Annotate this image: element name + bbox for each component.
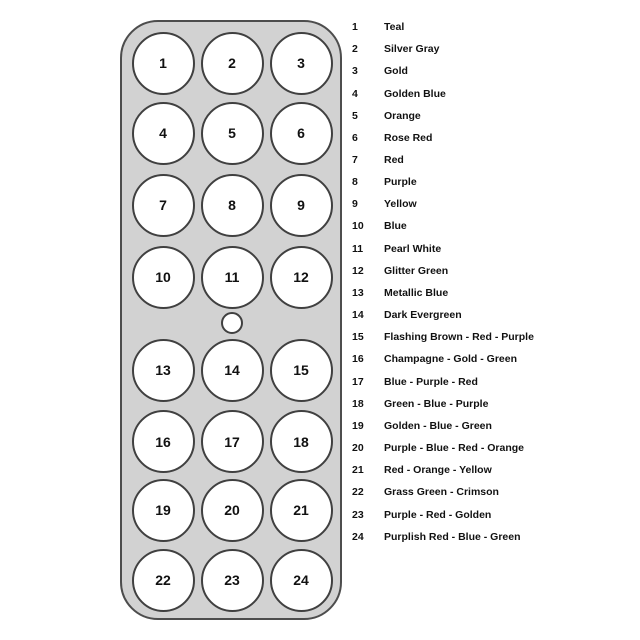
paint-well-11: 11 [201,246,264,309]
paint-well-12: 12 [270,246,333,309]
paint-well-13: 13 [132,339,195,402]
legend-label: Golden Blue [384,87,446,100]
legend-number: 24 [352,530,364,543]
paint-well-7: 7 [132,174,195,237]
legend-label: Rose Red [384,131,433,144]
paint-well-23: 23 [201,549,264,612]
legend-label: Silver Gray [384,43,440,56]
legend-label: Blue - Purple - Red [384,375,478,388]
legend-number: 22 [352,486,364,499]
legend-number: 14 [352,309,364,322]
legend-number: 20 [352,442,364,455]
legend-number: 16 [352,353,364,366]
legend-label: Champagne - Gold - Green [384,353,518,366]
legend-item-23 [352,503,632,525]
paint-well-22: 22 [132,549,195,612]
legend-label: Gold [384,65,408,78]
legend-item-19 [352,415,632,437]
legend-number: 1 [352,21,358,34]
legend [352,16,632,548]
legend-number: 7 [352,154,358,167]
legend-label: Glitter Green [384,264,449,277]
legend-label: Teal [384,21,405,34]
paint-well-15: 15 [270,339,333,402]
legend-label: Purple - Blue - Red - Orange [384,442,525,455]
legend-item-24 [352,526,632,548]
legend-label: Red - Orange - Yellow [384,464,492,477]
legend-number: 5 [352,109,358,122]
paint-well-21: 21 [270,479,333,542]
legend-item-11 [352,238,632,260]
legend-label: Red [384,154,404,167]
paint-well-1: 1 [132,32,195,95]
legend-number: 3 [352,65,358,78]
legend-label: Green - Blue - Purple [384,397,489,410]
legend-item-1 [352,16,632,38]
legend-number: 18 [352,397,364,410]
legend-label: Flashing Brown - Red - Purple [384,331,534,344]
legend-number: 9 [352,198,358,211]
paint-well-3: 3 [270,32,333,95]
legend-number: 11 [352,242,364,255]
legend-label: Golden - Blue - Green [384,419,492,432]
legend-number: 13 [352,286,364,299]
legend-number: 10 [352,220,364,233]
legend-item-12 [352,260,632,282]
legend-item-10 [352,215,632,237]
paint-well-2: 2 [201,32,264,95]
legend-label: Dark Evergreen [384,309,462,322]
legend-item-6 [352,127,632,149]
paint-well-14: 14 [201,339,264,402]
legend-item-14 [352,304,632,326]
legend-number: 12 [352,264,364,277]
legend-number: 4 [352,87,358,100]
legend-number: 21 [352,464,364,477]
legend-label: Yellow [384,198,417,211]
legend-item-22 [352,481,632,503]
legend-number: 17 [352,375,364,388]
legend-number: 19 [352,419,364,432]
paint-well-24: 24 [270,549,333,612]
legend-item-7 [352,149,632,171]
legend-number: 6 [352,131,358,144]
legend-number: 8 [352,176,358,189]
legend-label: Purplish Red - Blue - Green [384,530,521,543]
legend-item-9 [352,193,632,215]
paint-well-18: 18 [270,410,333,473]
paint-well-20: 20 [201,479,264,542]
legend-item-16 [352,348,632,370]
paint-well-4: 4 [132,102,195,165]
thumb-hole [221,312,243,334]
legend-item-3 [352,60,632,82]
legend-item-17 [352,371,632,393]
paint-well-19: 19 [132,479,195,542]
paint-well-10: 10 [132,246,195,309]
legend-label: Purple [384,176,417,189]
legend-item-21 [352,459,632,481]
legend-number: 2 [352,43,358,56]
legend-number: 23 [352,508,364,521]
legend-label: Orange [384,109,421,122]
legend-label: Metallic Blue [384,286,449,299]
paint-well-16: 16 [132,410,195,473]
paint-well-6: 6 [270,102,333,165]
legend-item-13 [352,282,632,304]
legend-item-4 [352,82,632,104]
paint-well-9: 9 [270,174,333,237]
legend-number: 15 [352,331,364,344]
legend-item-15 [352,326,632,348]
legend-label: Grass Green - Crimson [384,486,499,499]
legend-item-20 [352,437,632,459]
legend-label: Purple - Red - Golden [384,508,492,521]
legend-item-8 [352,171,632,193]
legend-label: Pearl White [384,242,442,255]
legend-item-5 [352,105,632,127]
paint-well-8: 8 [201,174,264,237]
legend-label: Blue [384,220,407,233]
paint-well-5: 5 [201,102,264,165]
legend-item-2 [352,38,632,60]
legend-item-18 [352,393,632,415]
paint-well-17: 17 [201,410,264,473]
